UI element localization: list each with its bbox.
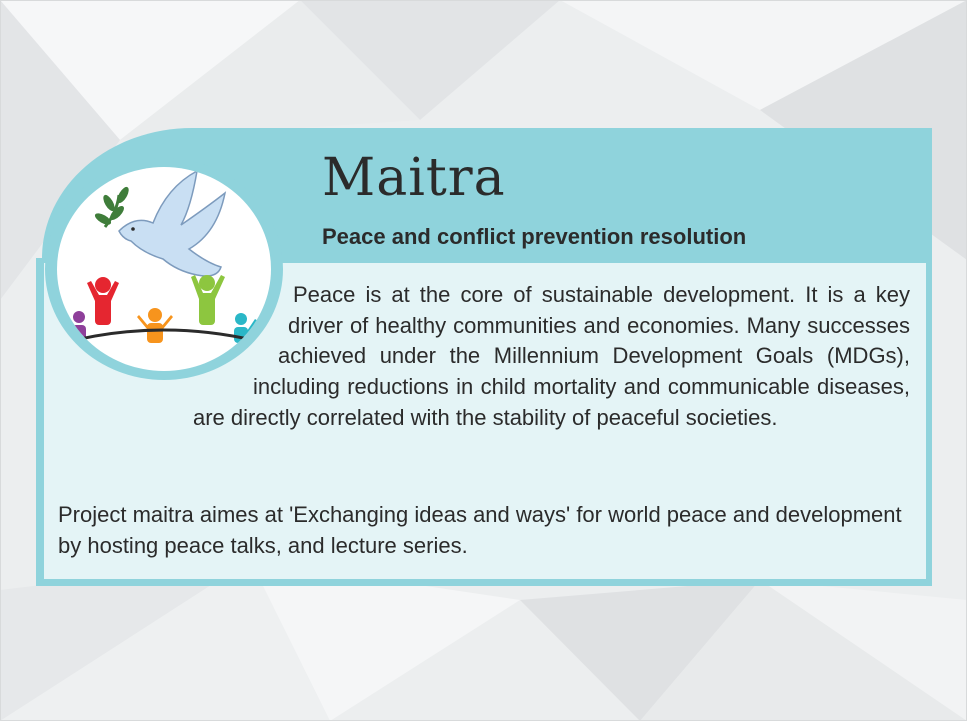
intro-paragraph — [58, 280, 910, 434]
project-paragraph: Project maitra aimes at 'Exchanging ideas and ways' for world peace and development by hosting peace talks, and lecture series. — [58, 502, 902, 558]
intro-paragraph-text: Peace is at the core of sustainable development. It is a key driver of healthy communities and economies. Many successes achieved under the Millennium Development Goals (MDGs), including reductions in child mortality and communicable diseases, are directly correlated with the stability of peaceful societies. — [193, 282, 910, 430]
page-subtitle: Peace and conflict prevention resolution — [322, 224, 747, 249]
page-title: Maitra — [322, 148, 506, 208]
